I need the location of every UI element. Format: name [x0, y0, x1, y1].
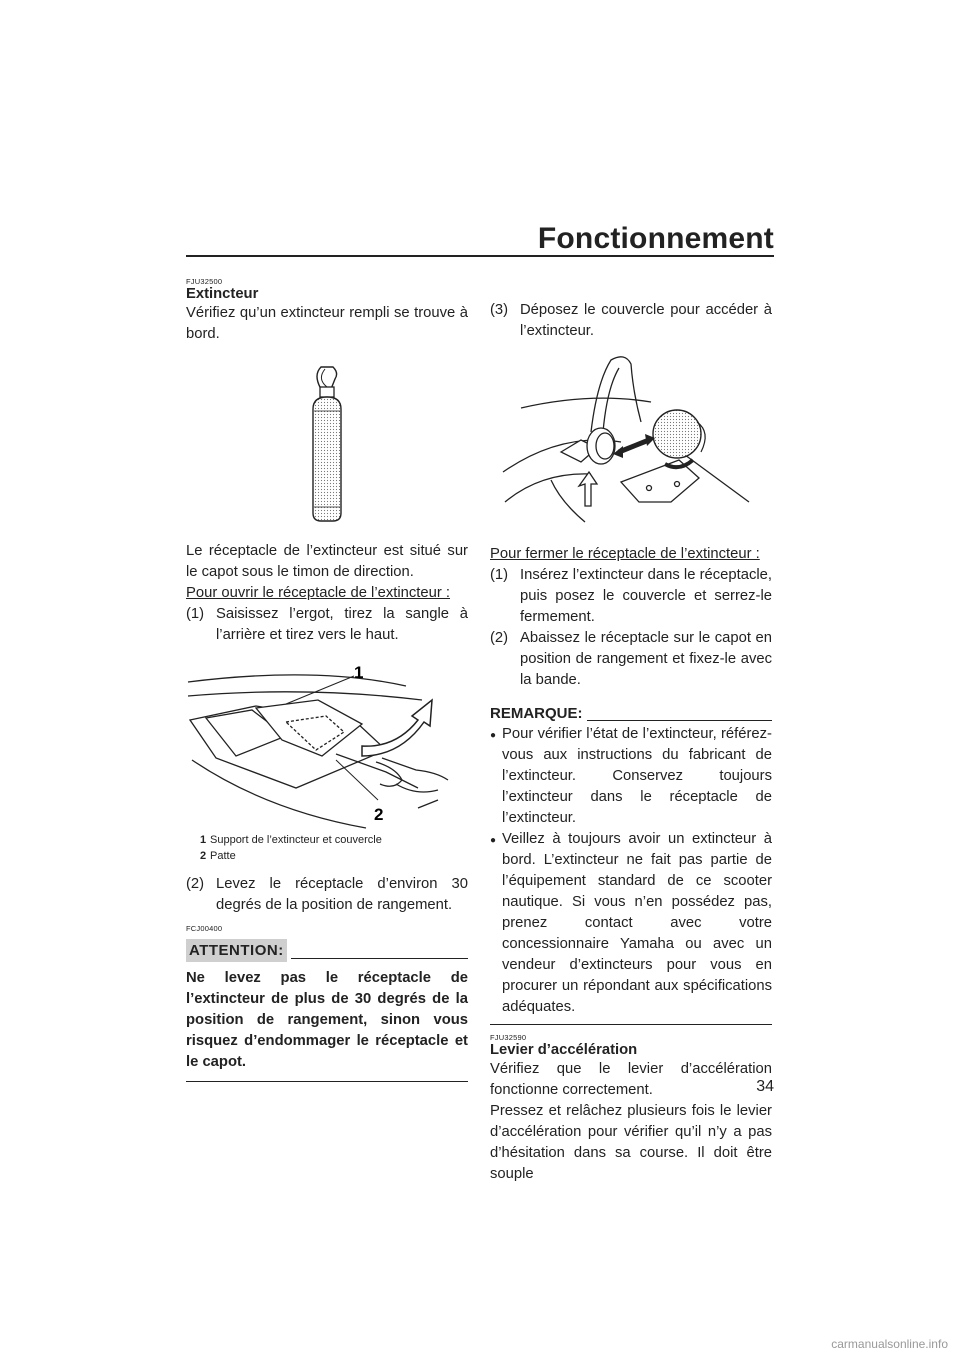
step-text: Déposez le couvercle pour accéder à l’extincteur. [520, 302, 772, 339]
bullet-text: Veillez à toujours avoir un extincteur à bord. L’extincteur ne fait pas partie de l’équipement standard de ce scooter nautique. Si vous n’en possédez pas, prenez contact avec votre concessionnaire Yamaha ou avec un vendeur d’extincteurs pour vous en procurer un répondant aux spécifications adéquates. [502, 831, 772, 1015]
list-item [490, 724, 772, 829]
callout-label: 1 [354, 663, 364, 682]
caption-text: Patte [210, 850, 236, 862]
page-title: Fonctionnement [537, 222, 774, 255]
caption [200, 848, 468, 864]
page-number: 34 [756, 1078, 774, 1095]
paragraph: Le réceptacle de l’extincteur est situé sur le capot sous le timon de direction. [186, 543, 468, 580]
step-number: (2) [186, 876, 205, 892]
attention-badge: ATTENTION: [186, 939, 287, 962]
paragraph: Vérifiez que le levier d’accélération fonctionne correctement. [490, 1061, 772, 1098]
step [186, 604, 468, 646]
notice-end-rule [186, 1081, 468, 1082]
step-text: Levez le réceptacle d’environ 30 degrés de la position de rangement. [216, 876, 468, 913]
fire-extinguisher-illustration [287, 365, 367, 527]
remark-rule [587, 720, 773, 721]
step-number: (2) [490, 630, 509, 646]
caption-text: Support de l’extincteur et couvercle [210, 834, 382, 846]
caption-number: 2 [200, 850, 207, 862]
footer-watermark: carmanualsonline.info [831, 1337, 948, 1351]
paragraph: Pressez et relâchez plusieurs fois le levier d’accélération pour vérifier qu’il n’y a pas d’hésitation dans sa course. Il doit être souple [490, 1103, 772, 1182]
warning-text: Ne levez pas le réceptacle de l’extincteur de plus de 30 degrés de la position de rangement, sinon vous risquez d’endommager le réceptacle et le capot. [186, 970, 468, 1070]
section-code: FJU32500 [186, 277, 223, 286]
step [490, 565, 772, 628]
paragraph: Vérifiez qu’un extincteur rempli se trouve à bord. [186, 305, 468, 342]
right-column [490, 300, 772, 1185]
remark-header [490, 703, 772, 724]
section-heading-extincteur: Extincteur [186, 286, 259, 302]
step-number: (3) [490, 302, 509, 318]
subheading-open: Pour ouvrir le réceptacle de l’extincteur : [186, 585, 451, 601]
bullet-text: Pour vérifier l’état de l’extincteur, référez-vous aux instructions du fabricant de l’extincteur. Conservez toujours l’extincteur dans le réceptacle de l’extincteur. [502, 726, 772, 826]
cover-removal-illustration [501, 352, 761, 532]
step [490, 628, 772, 691]
left-column [186, 275, 468, 1082]
section-code: FJU32590 [490, 1033, 527, 1042]
bullet-icon: ● [490, 730, 497, 741]
list-item [490, 829, 772, 1018]
header-rule [186, 255, 774, 257]
bullet-icon: ● [490, 835, 497, 846]
step [186, 874, 468, 916]
remark-end-rule [490, 1024, 772, 1025]
remark-label: REMARQUE: [490, 705, 583, 722]
callout-label: 2 [374, 805, 384, 824]
attention-header [186, 939, 468, 962]
step-number: (1) [490, 567, 509, 583]
section-heading-levier: Levier d’accélération [490, 1042, 638, 1058]
receptacle-open-illustration [186, 660, 468, 830]
caption-number: 1 [200, 834, 207, 846]
step-number: (1) [186, 606, 205, 622]
step [490, 300, 772, 342]
subheading-close: Pour fermer le réceptacle de l’extincteur : [490, 546, 760, 562]
caption [200, 832, 468, 848]
step-text: Insérez l’extincteur dans le réceptacle, puis posez le couvercle et serrez-le fermement. [520, 567, 772, 625]
step-text: Saisissez l’ergot, tirez la sangle à l’arrière et tirez vers le haut. [216, 606, 468, 643]
notice-rule [291, 958, 468, 959]
step-text: Abaissez le réceptacle sur le capot en position de rangement et fixez-le avec la bande. [520, 630, 772, 688]
notice-code: FCJ00400 [186, 924, 223, 933]
